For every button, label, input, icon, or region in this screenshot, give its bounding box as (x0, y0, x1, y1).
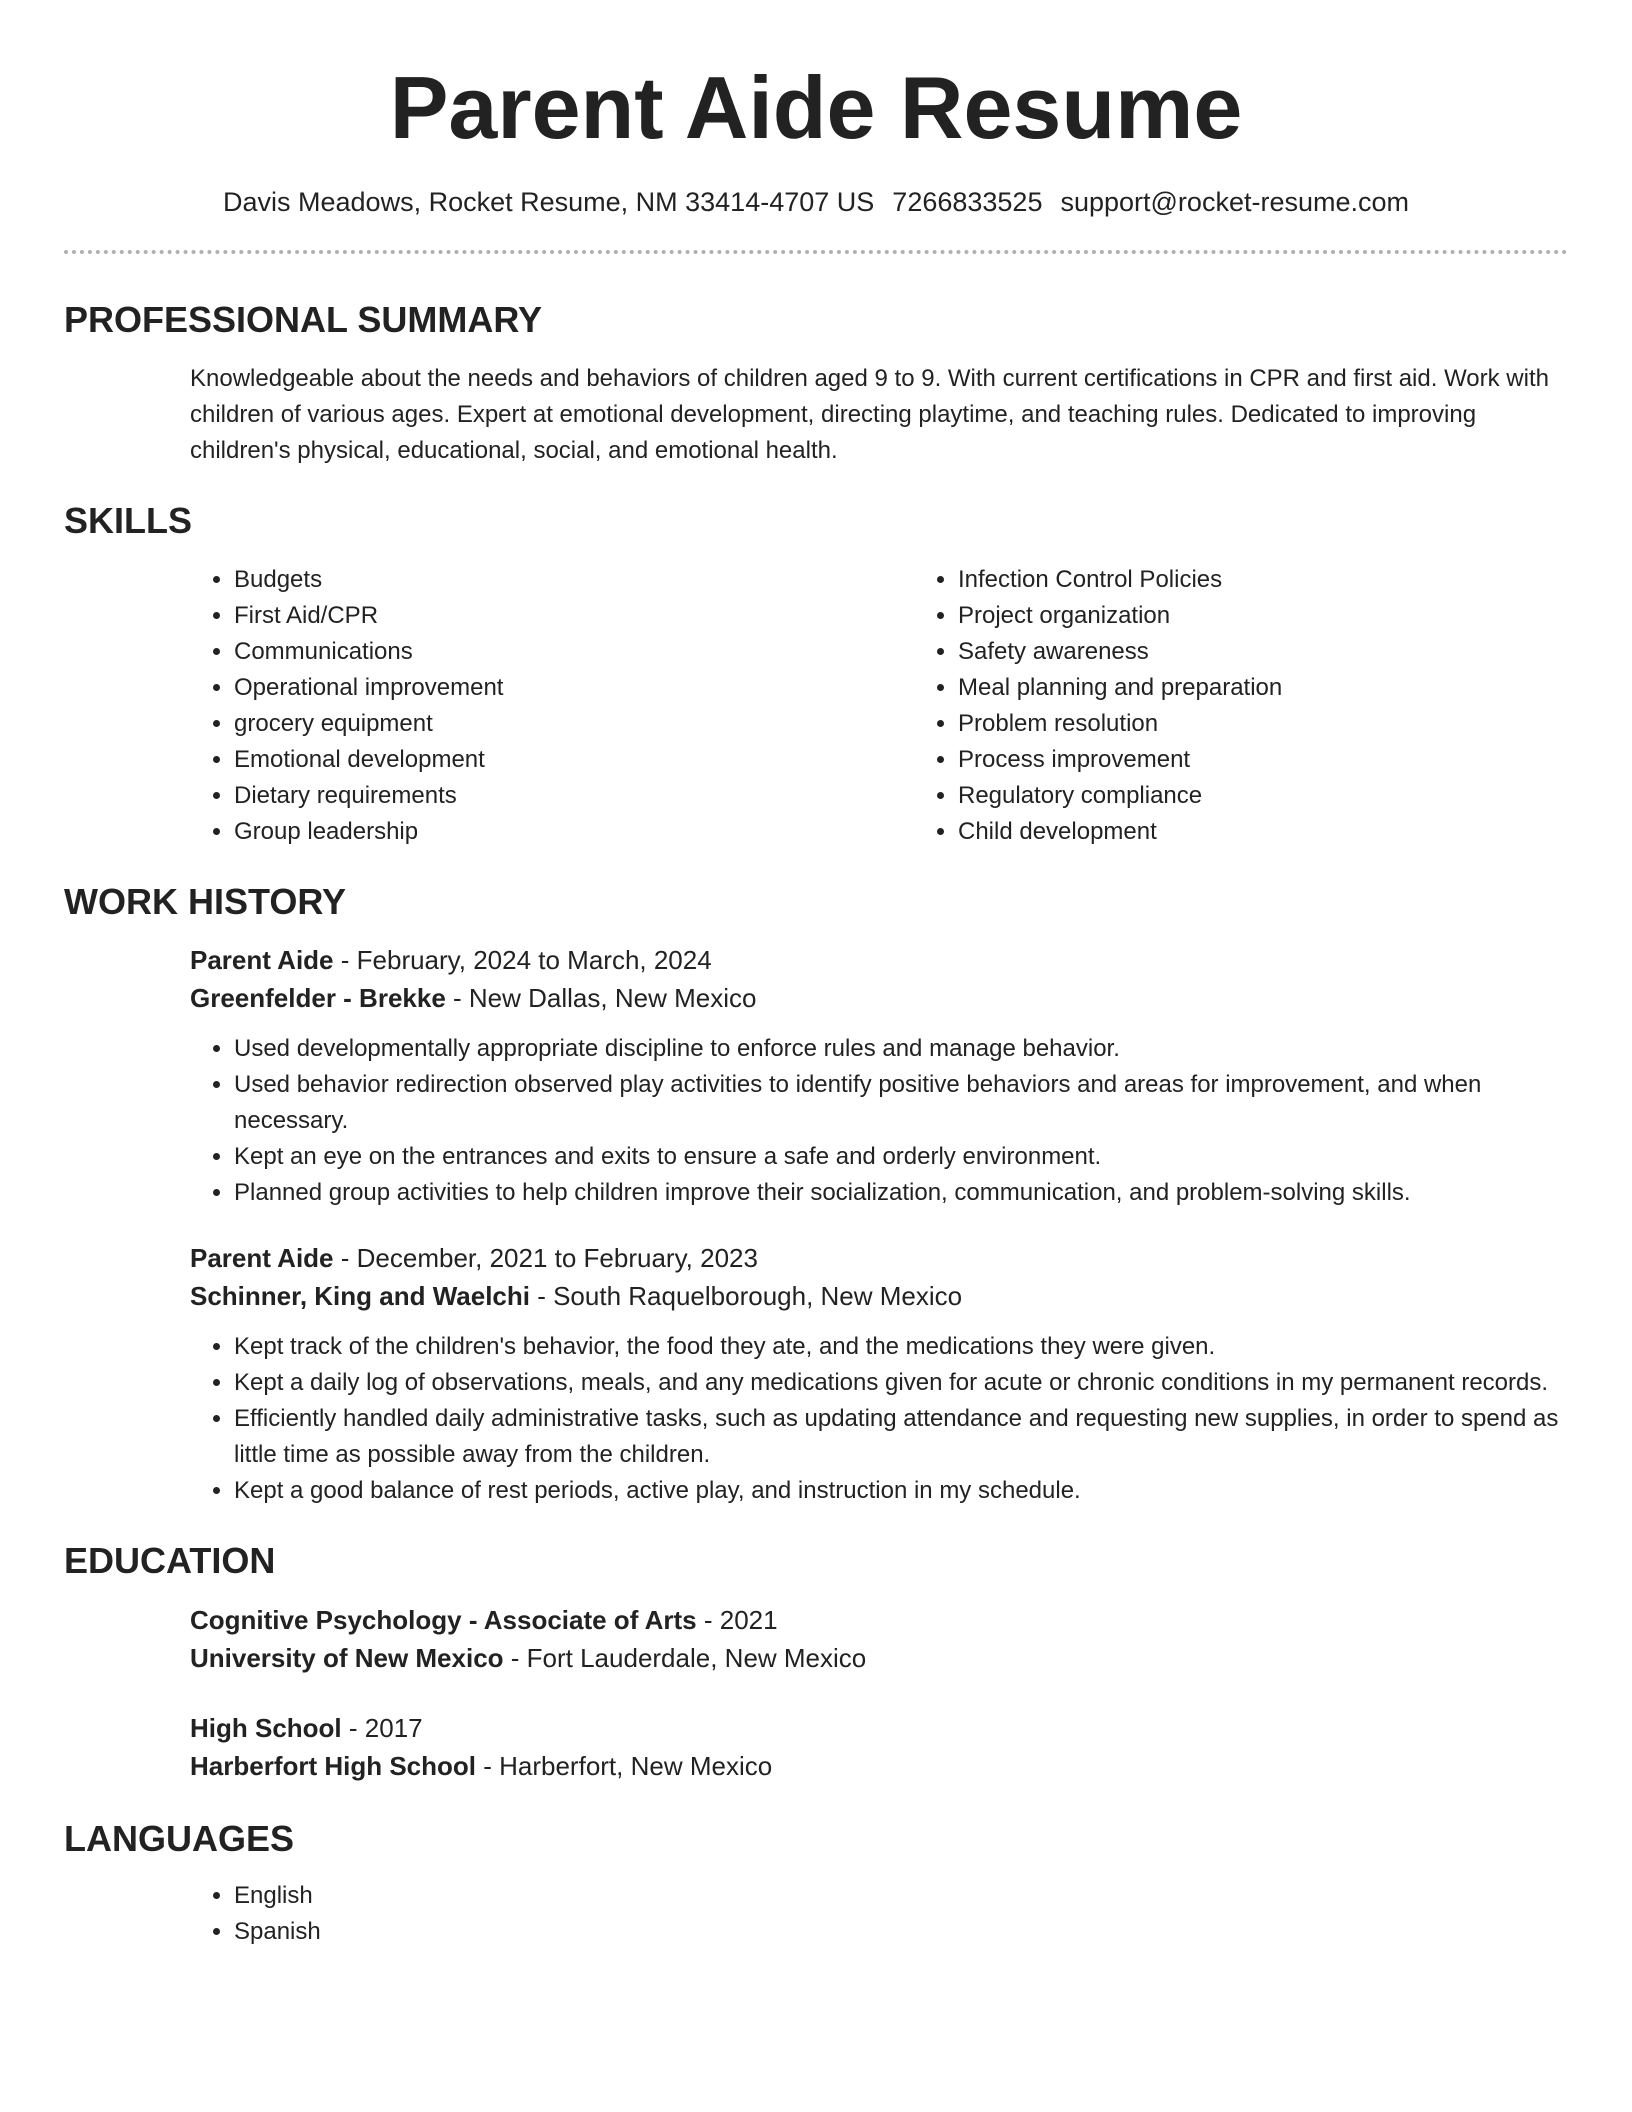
education-degree-line (190, 1709, 1568, 1747)
job-entry (190, 1239, 1568, 1509)
education-location: - Harberfort, New Mexico (476, 1750, 773, 1781)
resume-page (64, 0, 1568, 1950)
skill-item: • Project organization (958, 598, 1568, 634)
skill-item: • Communications (234, 634, 914, 670)
languages-section (190, 1878, 1568, 1950)
job-entry (190, 941, 1568, 1211)
skill-item: • Problem resolution (958, 706, 1568, 742)
skills-list-right (914, 562, 1568, 850)
education-entry (190, 1709, 1568, 1785)
job-title-line (190, 1239, 1568, 1277)
skills-section (190, 562, 1568, 850)
job-location: - New Dallas, New Mexico (445, 983, 757, 1014)
job-company-line (190, 979, 1568, 1017)
job-location: - South Raquelborough, New Mexico (529, 1281, 963, 1312)
job-title-line (190, 941, 1568, 979)
job-bullet: • Kept an eye on the entrances and exits to ensure a safe and orderly environment. (234, 1139, 1568, 1175)
education-year: - 2017 (341, 1712, 423, 1743)
header-divider (64, 250, 1568, 254)
language-item: • English (234, 1878, 1568, 1914)
languages-heading: LANGUAGES (64, 1817, 295, 1859)
skill-item: • First Aid/CPR (234, 598, 914, 634)
skills-list-left (190, 562, 914, 850)
job-dates: - December, 2021 to February, 2023 (333, 1243, 758, 1274)
education-school-line (190, 1747, 1568, 1785)
skill-item: • Dietary requirements (234, 778, 914, 814)
education-school: Harberfort High School (190, 1750, 477, 1781)
skills-heading: SKILLS (64, 500, 193, 542)
skill-item: • Meal planning and preparation (958, 670, 1568, 706)
contact-email: support@rocket-resume.com (1060, 186, 1409, 217)
education-degree: High School (190, 1712, 342, 1743)
skill-item: • Process improvement (958, 742, 1568, 778)
job-company-line (190, 1277, 1568, 1315)
education-location: - Fort Lauderdale, New Mexico (503, 1642, 867, 1673)
resume-title: Parent Aide Resume (389, 58, 1243, 157)
job-bullets (190, 1031, 1568, 1211)
education-entry (190, 1601, 1568, 1677)
education-year: - 2021 (696, 1604, 778, 1635)
summary-heading: PROFESSIONAL SUMMARY (64, 298, 543, 340)
job-title: Parent Aide (190, 945, 334, 976)
skill-item: • Budgets (234, 562, 914, 598)
job-bullet: • Used developmentally appropriate discipline to enforce rules and manage behavior. (234, 1031, 1568, 1067)
job-bullet: • Used behavior redirection observed play activities to identify positive behaviors and areas for improvement, and when necessary. (234, 1067, 1568, 1139)
job-company: Greenfelder - Brekke (190, 983, 446, 1014)
skill-item: • Emotional development (234, 742, 914, 778)
job-bullet: • Efficiently handled daily administrative tasks, such as updating attendance and requesting new supplies, in order to spend as little time as possible away from the children. (234, 1401, 1568, 1473)
skill-item: • Infection Control Policies (958, 562, 1568, 598)
skill-item: • grocery equipment (234, 706, 914, 742)
skill-item: • Safety awareness (958, 634, 1568, 670)
job-bullet: • Planned group activities to help children improve their socialization, communication, and problem-solving skills. (234, 1175, 1568, 1211)
contact-line (64, 185, 1568, 220)
job-dates: - February, 2024 to March, 2024 (333, 945, 712, 976)
job-title: Parent Aide (190, 1243, 334, 1274)
contact-phone: 7266833525 (892, 186, 1043, 217)
skill-item: • Child development (958, 814, 1568, 850)
job-bullet: • Kept a daily log of observations, meals, and any medications given for acute or chronic conditions in my permanent records. (234, 1365, 1568, 1401)
work-heading: WORK HISTORY (64, 881, 347, 923)
contact-address: Davis Meadows, Rocket Resume, NM 33414-4707 US (223, 186, 875, 217)
education-degree-line (190, 1601, 1568, 1639)
skill-item: • Regulatory compliance (958, 778, 1568, 814)
education-heading: EDUCATION (64, 1540, 276, 1582)
languages-list (190, 1878, 1568, 1950)
education-school-line (190, 1639, 1568, 1677)
education-degree: Cognitive Psychology - Associate of Arts (190, 1604, 697, 1635)
summary-text: Knowledgeable about the needs and behaviors of children aged 9 to 9. With current certifications in CPR and first aid. Work with children of various ages. Expert at emotional development, directing playtime, and teaching rules. Dedicated to improving children's physical, educational, social, and emotional health. (190, 365, 1549, 465)
job-bullet: • Kept track of the children's behavior, the food they ate, and the medications they were given. (234, 1329, 1568, 1365)
job-company: Schinner, King and Waelchi (190, 1281, 530, 1312)
job-bullet: • Kept a good balance of rest periods, active play, and instruction in my schedule. (234, 1473, 1568, 1509)
skill-item: • Operational improvement (234, 670, 914, 706)
job-bullets (190, 1329, 1568, 1509)
education-school: University of New Mexico (190, 1642, 504, 1673)
summary-section (190, 361, 1568, 469)
language-item: • Spanish (234, 1914, 1568, 1950)
skill-item: • Group leadership (234, 814, 914, 850)
